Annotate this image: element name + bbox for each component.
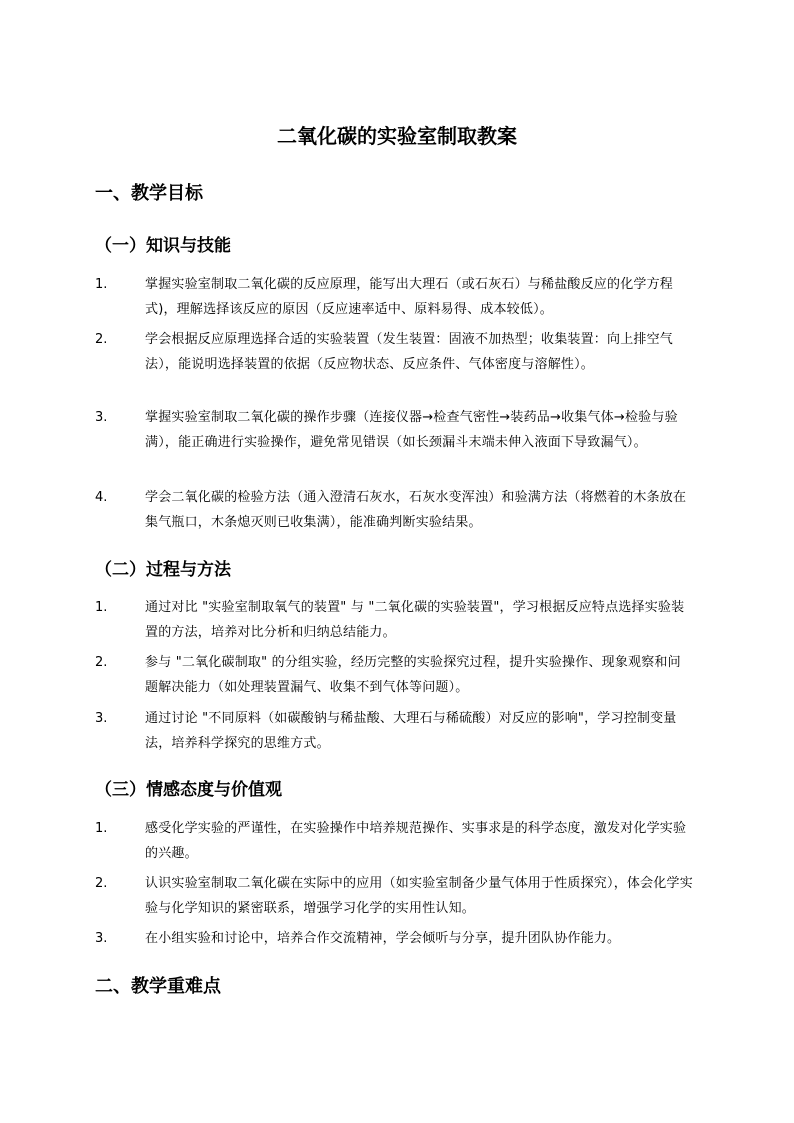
document-title: 二氧化碳的实验室制取教案: [277, 124, 517, 148]
list-item-number: 1.: [95, 277, 108, 292]
list-item-number: 3.: [95, 410, 108, 425]
subsection-heading-process-methods: （二）过程与方法: [95, 560, 231, 580]
list-item-number: 1.: [95, 600, 108, 615]
list-item-text: 掌握实验室制取二氧化碳的反应原理，能写出大理石（或石灰石）与稀盐酸反应的化学方程式)，理解选择该反应的原因（反应速率适中、原料易得、成本较低）。: [145, 277, 674, 317]
list-item-number: 4.: [95, 490, 108, 505]
list-item-text: 通过对比 "实验室制取氧气的装置" 与 "二氧化碳的实验装置"，学习根据反应特点选择实验装置的方法，培养对比分析和归纳总结能力。: [145, 600, 685, 640]
subsection-heading-knowledge-skills: （一）知识与技能: [95, 236, 231, 256]
list-item-number: 3.: [95, 931, 108, 946]
list-item-text: 通过讨论 "不同原料（如碳酸钠与稀盐酸、大理石与稀硫酸）对反应的影响"，学习控制变量法，培养科学探究的思维方式。: [145, 711, 677, 751]
list-item-text: 学会根据反应原理选择合适的实验装置（发生装置：固液不加热型；收集装置：向上排空气法），能说明选择装置的依据（反应物状态、反应条件、气体密度与溶解性）。: [145, 332, 674, 372]
list-item-text: 在小组实验和讨论中，培养合作交流精神，学会倾听与分享，提升团队协作能力。: [145, 931, 621, 946]
list-item-text: 感受化学实验的严谨性，在实验操作中培养规范操作、实事求是的科学态度，激发对化学实验的兴趣。: [145, 821, 687, 861]
list-item-number: 3.: [95, 711, 108, 726]
list-item-number: 2.: [95, 655, 108, 670]
list-item-number: 1.: [95, 821, 108, 836]
list-item-text: 学会二氧化碳的检验方法（通入澄清石灰水，石灰水变浑浊）和验满方法（将燃着的木条放在集气瓶口，木条熄灭则已收集满），能准确判断实验结果。: [145, 490, 687, 530]
list-item-text: 参与 "二氧化碳制取" 的分组实验，经历完整的实验探究过程，提升实验操作、现象观察和问题解决能力（如处理装置漏气、收集不到气体等问题）。: [145, 655, 681, 695]
subsection-heading-attitudes-values: （三）情感态度与价值观: [95, 780, 282, 800]
list-item-text: 掌握实验室制取二氧化碳的操作步骤（连接仪器→检查气密性→装药品→收集气体→检验与验满），能正确进行实验操作，避免常见错误（如长颈漏斗末端未伸入液面下导致漏气）。: [145, 410, 678, 450]
list-item-text: 认识实验室制取二氧化碳在实际中的应用（如实验室制备少量气体用于性质探究），体会化学实验与化学知识的紧密联系，增强学习化学的实用性认知。: [145, 876, 693, 916]
list-item-number: 2.: [95, 332, 108, 347]
list-item-number: 2.: [95, 876, 108, 891]
section-heading-key-difficult-points: 二、教学重难点: [95, 976, 221, 997]
section-heading-teaching-goals: 一、教学目标: [95, 183, 203, 204]
